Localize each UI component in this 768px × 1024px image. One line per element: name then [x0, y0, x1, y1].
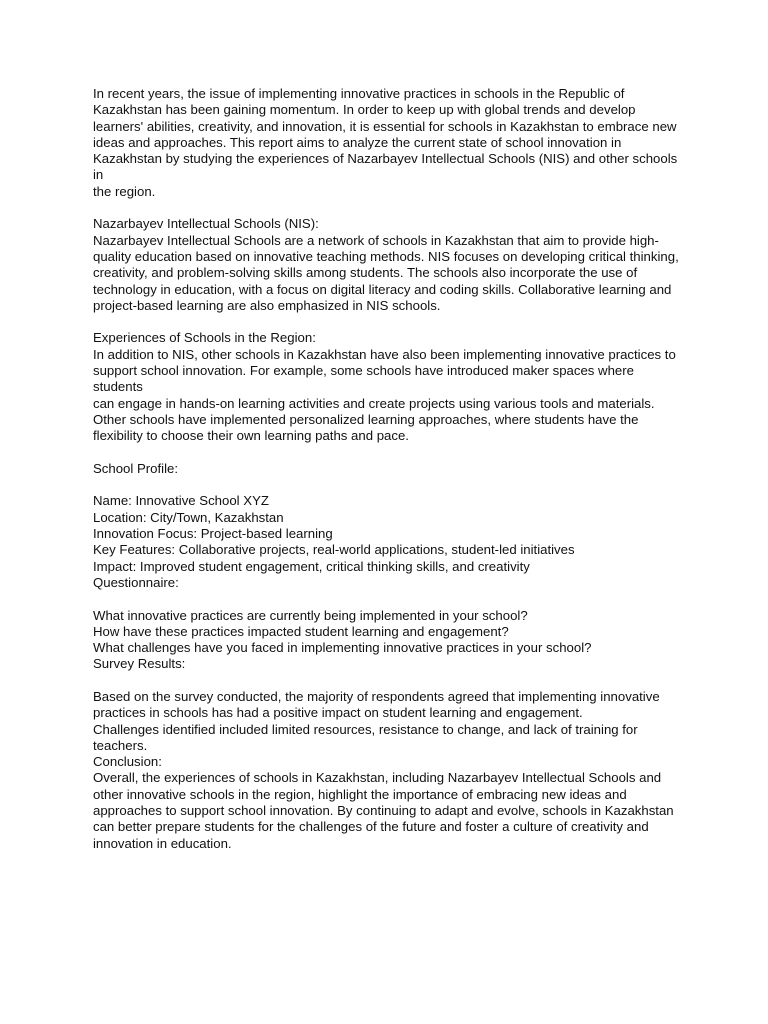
profile-line: Innovation Focus: Project-based learning — [93, 526, 333, 542]
question-list — [93, 608, 683, 673]
paragraph-gap — [93, 314, 683, 330]
nis-paragraph: Nazarbayev Intellectual Schools are a network of schools in Kazakhstan that aim to provide high- quality education based on innovative teaching methods. NIS focuses on developing critical thinking, creativity, and problem-solving skills among students. The schools also incorporate the use of technology in education, with a focus on digital literacy and coding skills. Collaborative learning and project-based learning are also emphasized in NIS schools. — [93, 232, 679, 313]
region-paragraph: In addition to NIS, other schools in Kazakhstan have also been implementing innovative practices to support school innovation. For example, some schools have introduced maker spaces where students can engage in hands-on learning activities and create projects using various tools and materials. Other schools have implemented personalized learning approaches, where students have the flexibility to choose their own learning paths and pace. — [93, 346, 676, 444]
questionnaire-heading: Questionnaire: — [93, 574, 179, 590]
question-line: What innovative practices are currently being implemented in your school? — [93, 607, 528, 623]
paragraph-gap — [93, 200, 683, 216]
paragraph-gap — [93, 477, 683, 493]
profile-line: Name: Innovative School XYZ — [93, 493, 269, 509]
nis-heading: Nazarbayev Intellectual Schools (NIS): — [93, 216, 319, 232]
question-line: What challenges have you faced in implementing innovative practices in your school? — [93, 640, 592, 656]
survey-results-heading: Survey Results: — [93, 656, 186, 672]
profile-line: Impact: Improved student engagement, critical thinking skills, and creativity — [93, 558, 530, 574]
paragraph-gap — [93, 673, 683, 689]
paragraph-gap — [93, 445, 683, 461]
results-conclusion-paragraph: Based on the survey conducted, the majority of respondents agreed that implementing innovative practices in schools has had a positive impact on student learning and engagement. Challenges identified included limited resources, resistance to change, and lack of training for teachers. Conclusion: Overall, the experiences of schools in Kazakhstan, including Nazarbayev Intellectual Schools and other innovative schools in the region, highlight the importance of embracing new ideas and approaches to support school innovation. By continuing to adapt and evolve, schools in Kazakhstan can better prepare students for the challenges of the future and foster a culture of creativity and innovation in education. — [93, 688, 674, 851]
document-page — [93, 86, 683, 852]
profile-heading: School Profile: — [93, 460, 179, 476]
profile-line: Location: City/Town, Kazakhstan — [93, 509, 284, 525]
paragraph-gap — [93, 591, 683, 607]
intro-paragraph: In recent years, the issue of implementing innovative practices in schools in the Republic of Kazakhstan has been gaining momentum. In order to keep up with global trends and develop learners' abilities, creativity, and innovation, it is essential for schools in Kazakhstan to embrace new ideas and approaches. This report aims to analyze the current state of school innovation in Kazakhstan by studying the experiences of Nazarbayev Intellectual Schools (NIS) and other schools in the region. — [93, 86, 678, 199]
profile-line: Key Features: Collaborative projects, real-world applications, student-led initiatives — [93, 542, 575, 558]
question-line: How have these practices impacted student learning and engagement? — [93, 623, 509, 639]
region-heading: Experiences of Schools in the Region: — [93, 330, 316, 346]
profile-list — [93, 493, 683, 591]
